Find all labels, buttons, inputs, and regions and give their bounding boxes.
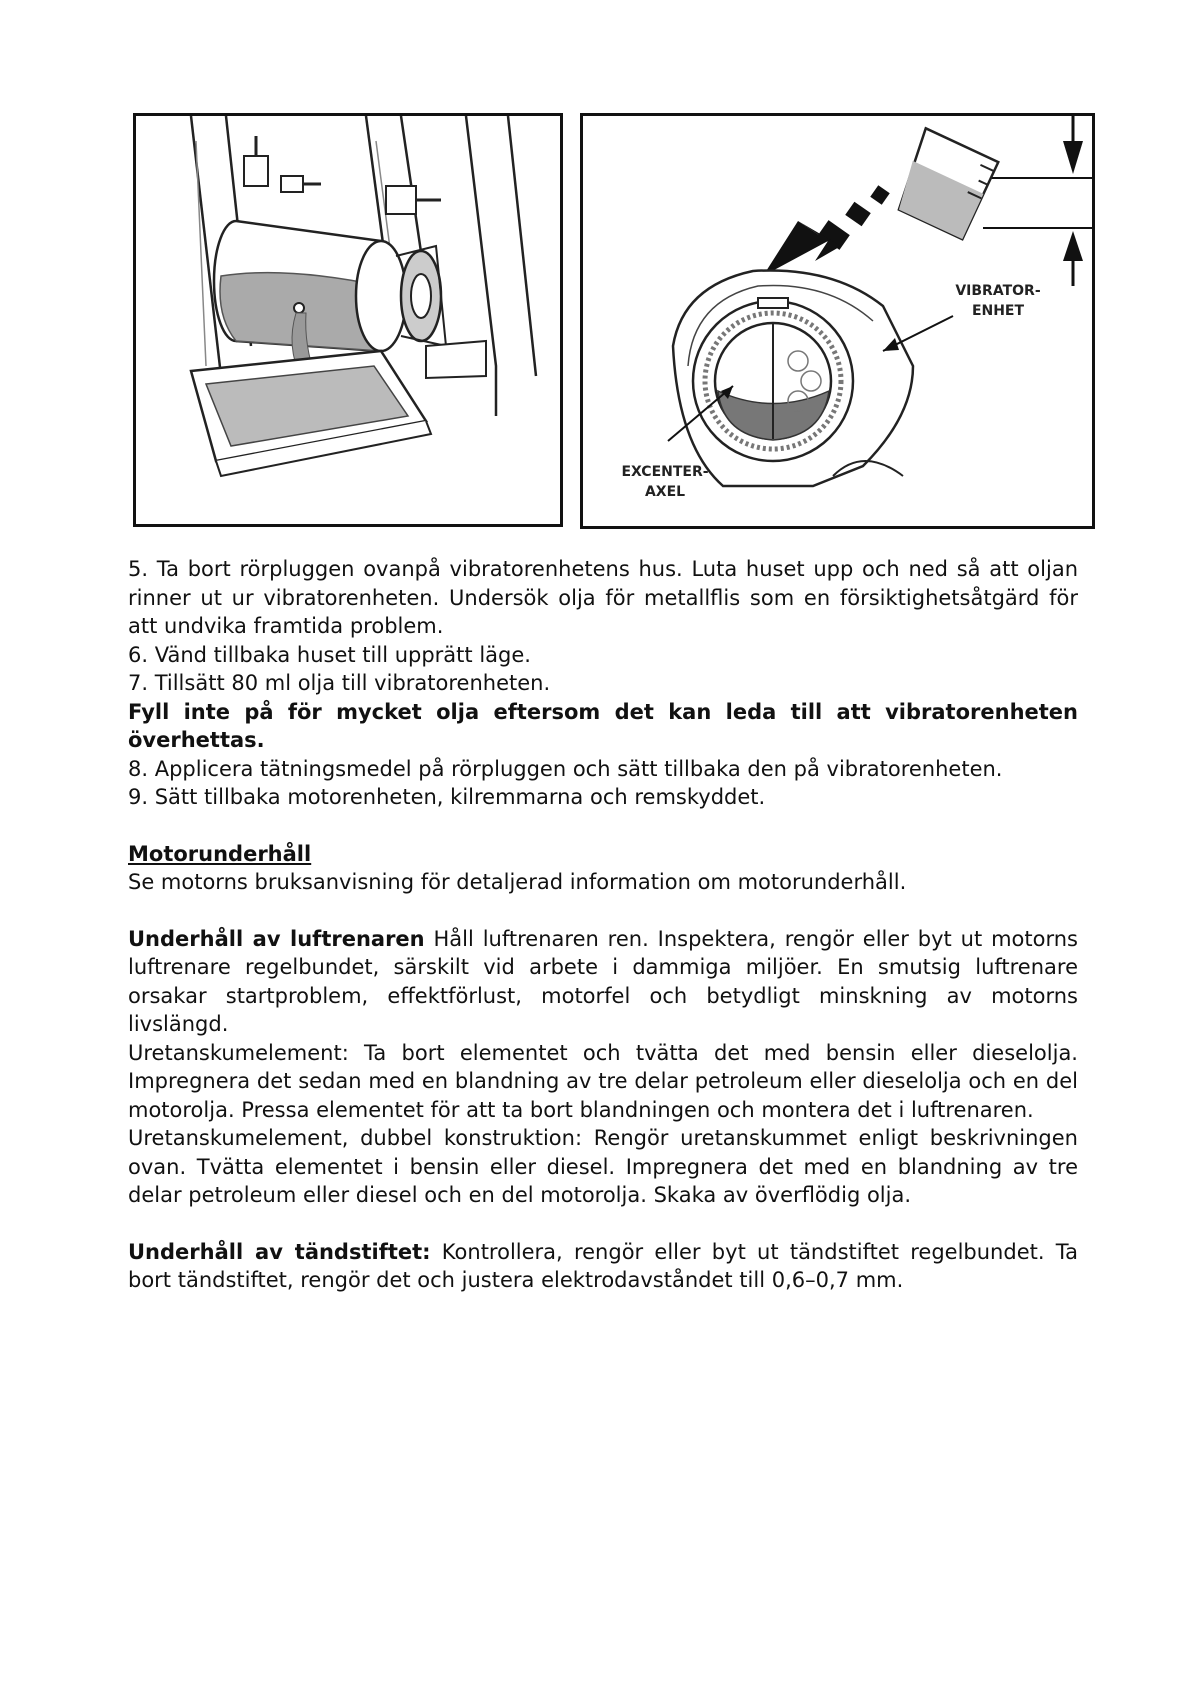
excenter-label-line2: AXEL — [644, 484, 686, 500]
figure-oil-fill — [580, 113, 1095, 529]
air-filter-section — [128, 925, 1078, 1039]
oil-drain-illustration — [136, 116, 560, 524]
vibrator-unit-label — [948, 281, 1048, 321]
double-urethane-text: Uretanskumelement, dubbel konstruktion: Rengör uretanskummet enligt beskrivningen ovan. Tvätta elementet i bensin eller diesel. Impregnera det med en blandning av tre delar petroleum eller diesel och en del motorolja. Skaka av överflödig olja. — [128, 1126, 1078, 1207]
excenter-label-line1: EXCENTER- — [621, 464, 709, 480]
eccentric-shaft-label — [615, 462, 715, 502]
spark-plug-section — [128, 1238, 1078, 1295]
spark-plug-heading: Underhåll av tändstiftet: — [128, 1239, 431, 1264]
spark-plug-text: Kontrollera, rengör eller byt ut tändstiftet regelbundet. Ta bort tändstiftet, rengör det och justera elektrodavståndet till 0,6–0,7 mm. — [128, 1239, 1078, 1292]
step-7: 7. Tillsätt 80 ml olja till vibratorenheten. — [128, 671, 551, 695]
document-body — [128, 555, 1078, 1295]
figure-oil-drain — [133, 113, 563, 527]
motor-heading: Motorunderhåll — [128, 841, 312, 866]
motor-text: Se motorns bruksanvisning för detaljerad information om motorunderhåll. — [128, 870, 907, 894]
urethane-element-text: Uretanskumelement: Ta bort elementet och tvätta det med bensin eller dieselolja. Impregnera det sedan med en blandning av tre delar petroleum eller dieselolja och en del motorolja. Pressa elementet för att ta bort blandningen och montera det i luftrenaren. — [128, 1040, 1078, 1122]
step-6: 6. Vänd tillbaka huset till upprätt läge. — [128, 642, 531, 667]
step-9: 9. Sätt tillbaka motorenheten, kilremmarna och remskyddet. — [128, 785, 766, 809]
air-filter-text: Håll luftrenaren ren. Inspektera, rengör eller byt ut motorns luftrenare regelbundet, särskilt vid arbete i dammiga miljöer. En smutsig luftrenare orsakar startproblem, effektförlust, motorfel och betydligt minskning av motorns livslängd. — [128, 926, 1078, 1036]
vibrator-label-line1: VIBRATOR- — [955, 283, 1041, 299]
overfill-warning: Fyll inte på för mycket olja eftersom det kan leda till att vibratorenheten överhettas. — [128, 699, 1078, 752]
motor-section — [128, 840, 1078, 869]
air-filter-heading: Underhåll av luftrenaren — [128, 926, 425, 951]
vibrator-label-line2: ENHET — [971, 303, 1025, 319]
step-5: 5. Ta bort rörpluggen ovanpå vibratorenhetens hus. Luta huset upp och ned så att oljan rinner ut ur vibratorenheten. Undersök olja för metallflis som en försiktighetsåtgärd för att undvika framtida problem. — [128, 557, 1078, 638]
step-8: 8. Applicera tätningsmedel på rörpluggen och sätt tillbaka den på vibratorenheten. — [128, 756, 1003, 781]
